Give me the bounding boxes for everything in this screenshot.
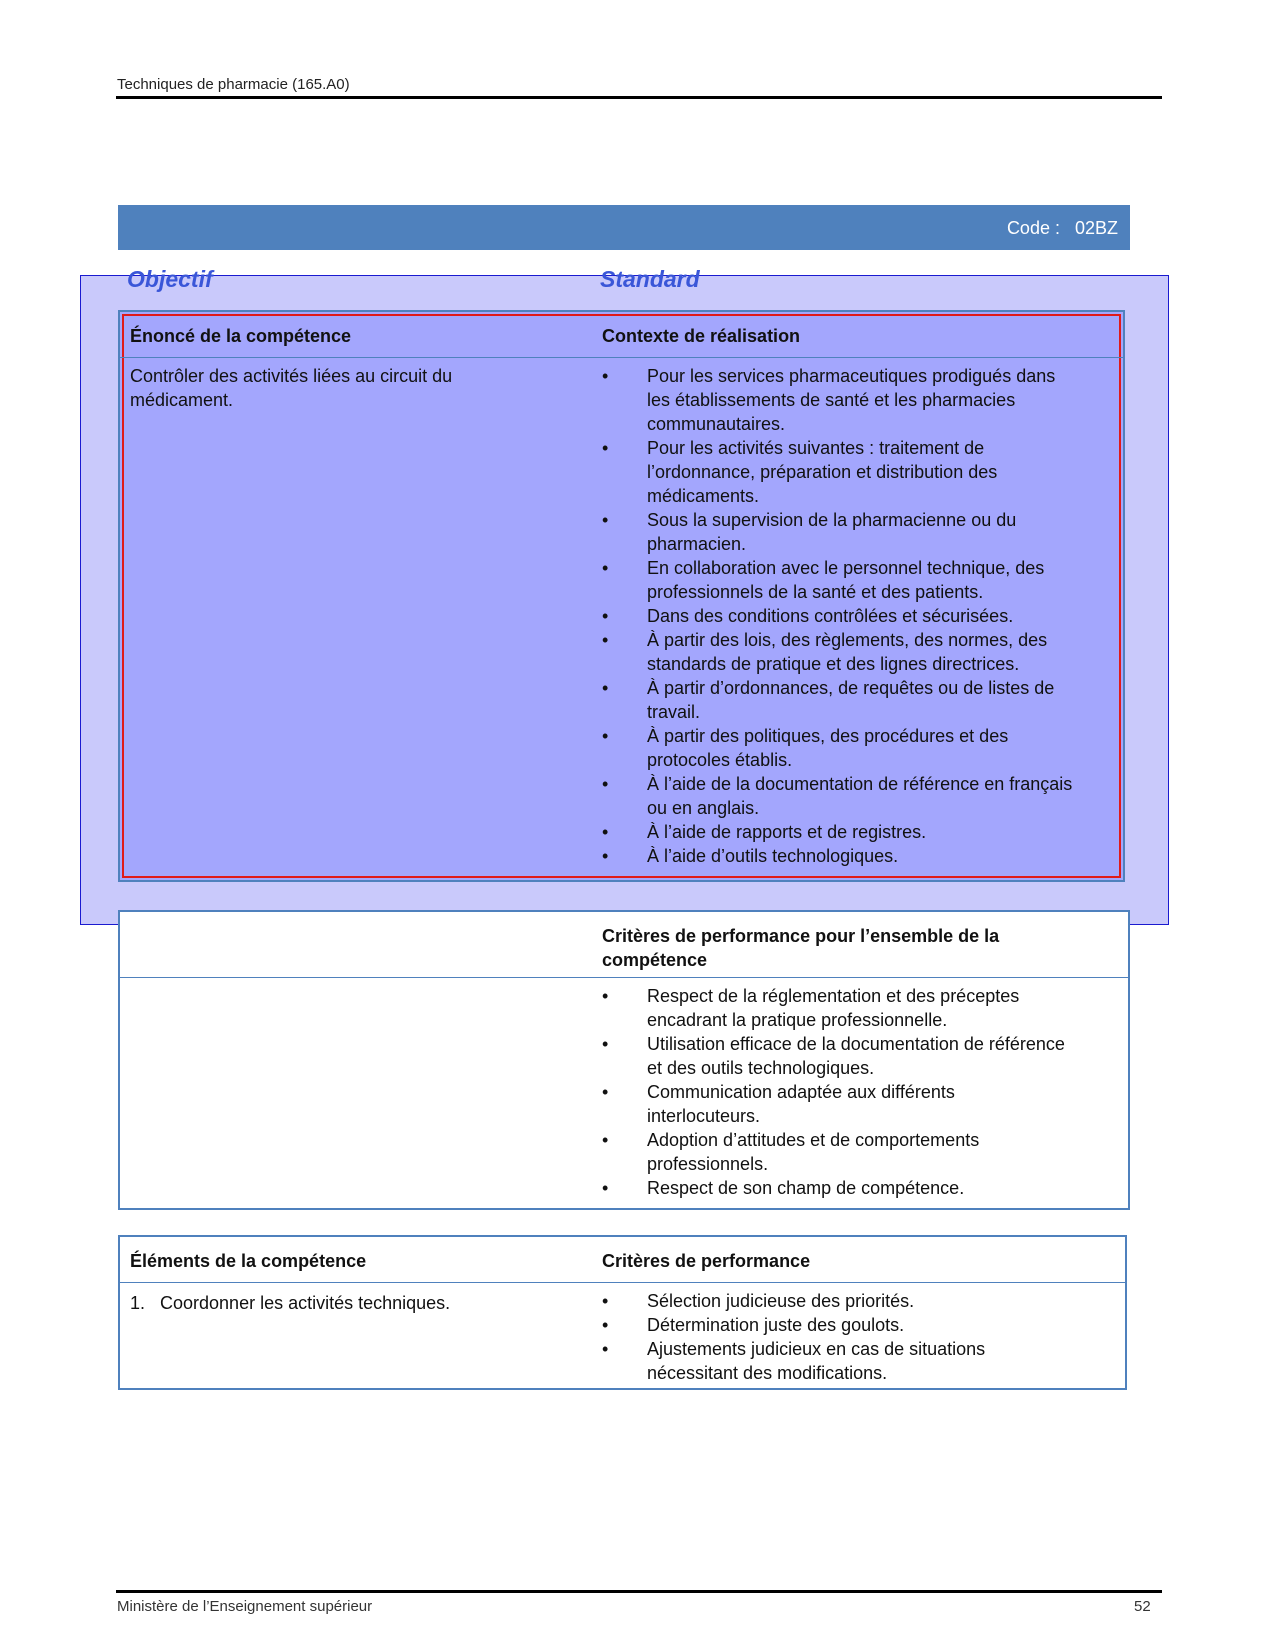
objectif-label: Objectif	[127, 266, 213, 292]
enonce-text: Contrôler des activités liées au circuit du médicament.	[130, 366, 453, 410]
criteres-ensemble-table	[118, 910, 1130, 1210]
list-item: • En collaboration avec le personnel technique, des professionnels de la santé et des patients.	[602, 556, 1082, 604]
table-header-separator	[120, 977, 1128, 978]
list-item: • Pour les services pharmaceutiques prodigués dans les établissements de santé et les pharmacies communautaires.	[602, 364, 1082, 436]
competency-code-band	[118, 205, 1130, 250]
criteres-column-header: Critères de performance	[602, 1251, 811, 1271]
contexte-list	[602, 364, 1082, 868]
criteres-list	[602, 1289, 1072, 1385]
list-item: • Détermination juste des goulots.	[602, 1313, 1072, 1337]
header-rule	[116, 96, 1162, 99]
list-item: • Respect de son champ de compétence.	[602, 1176, 1072, 1200]
criteres-ensemble-header: Critères de performance pour l’ensemble de la compétence	[602, 926, 1000, 970]
list-item: • Communication adaptée aux différents interlocuteurs.	[602, 1080, 1072, 1128]
list-item: • Sous la supervision de la pharmacienne ou du pharmacien.	[602, 508, 1082, 556]
enonce-column-header: Énoncé de la compétence	[130, 326, 352, 346]
list-item: • Dans des conditions contrôlées et sécurisées.	[602, 604, 1082, 628]
enonce-contexte-table	[118, 310, 1125, 882]
footer-ministry: Ministère de l’Enseignement supérieur	[117, 1598, 373, 1615]
elements-criteres-table	[118, 1235, 1127, 1390]
list-item: • À partir des lois, des règlements, des normes, des standards de pratique et des lignes directrices.	[602, 628, 1082, 676]
list-item: • À l’aide de la documentation de référence en français ou en anglais.	[602, 772, 1082, 820]
footer-rule	[116, 1590, 1162, 1593]
competency-code: Code : 02BZ	[1006, 218, 1118, 238]
list-item: • À l’aide de rapports et de registres.	[602, 820, 1082, 844]
table-header-separator	[120, 1282, 1125, 1283]
list-item: • Ajustements judicieux en cas de situations nécessitant des modifications.	[602, 1337, 1072, 1385]
contexte-column-header: Contexte de réalisation	[602, 326, 801, 346]
list-item: • Respect de la réglementation et des préceptes encadrant la pratique professionnelle.	[602, 984, 1072, 1032]
criteres-ensemble-list	[602, 984, 1072, 1200]
list-item: • Adoption d’attitudes et de comportements professionnels.	[602, 1128, 1072, 1176]
running-header-title: Techniques de pharmacie (165.A0)	[117, 76, 350, 93]
element-text: 1. Coordonner les activités techniques.	[130, 1293, 451, 1313]
list-item: • À l’aide d’outils technologiques.	[602, 844, 1082, 868]
list-item: • Sélection judicieuse des priorités.	[602, 1289, 1072, 1313]
list-item: • Pour les activités suivantes : traitement de l’ordonnance, préparation et distribution des médicaments.	[602, 436, 1082, 508]
elements-column-header: Éléments de la compétence	[130, 1251, 367, 1271]
list-item: • Utilisation efficace de la documentation de référence et des outils technologiques.	[602, 1032, 1072, 1080]
list-item: • À partir d’ordonnances, de requêtes ou de listes de travail.	[602, 676, 1082, 724]
table-header-separator	[120, 357, 1123, 358]
page-number: 52	[1134, 1598, 1151, 1615]
standard-label: Standard	[600, 266, 700, 292]
list-item: • À partir des politiques, des procédures et des protocoles établis.	[602, 724, 1082, 772]
